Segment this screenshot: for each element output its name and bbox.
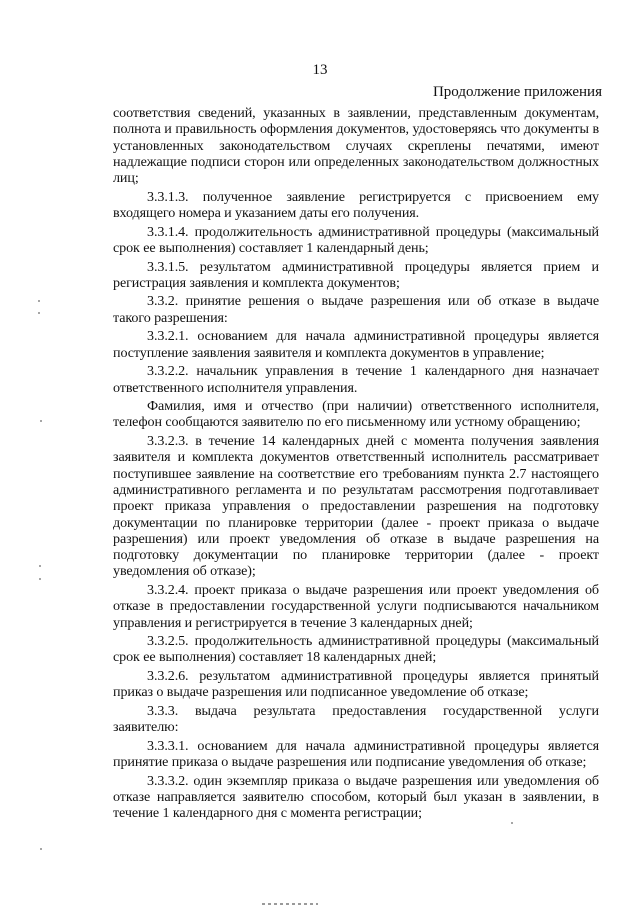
paragraph: 3.3.1.4. продолжительность административной процедуры (максимальный срок ее выполнения) составляет 1 календарный день;: [113, 223, 599, 256]
paragraph: 3.3.3.2. один экземпляр приказа о выдаче разрешения или уведомления об отказе направляется заявителю способом, который был указан в заявлении, в течение 1 календарного дня с момента регистрации;: [113, 772, 599, 822]
paragraph: 3.3.2.5. продолжительность административной процедуры (максимальный срок ее выполнения) составляет 18 календарных дней;: [113, 633, 599, 666]
scan-speck: [40, 848, 42, 850]
scan-speck: [40, 420, 42, 422]
continuation-header: Продолжение приложения: [432, 84, 602, 100]
paragraph: 3.3.2. принятие решения о выдаче разрешения или об отказе в выдаче такого разрешения:: [113, 293, 599, 326]
paragraph: 3.3.1.3. полученное заявление регистрируется с присвоением ему входящего номера и указанием даты его получения.: [113, 188, 599, 222]
paragraph: 3.3.2.3. в течение 14 календарных дней с момента получения заявления заявителя и комплекта документов ответственный исполнитель рассматривает поступившее заявление на соответствие его требованиям пункта 2.7 настоящего административного регламента и по результатам рассмотрения подготавливает проект приказа управления о предоставлении разрешения на подготовку документации по планировке территории (далее - проект приказа о выдаче разрешения) или проект уведомления об отказе в выдаче разрешения на подготовку документации по планировке территории (далее - проект уведомления об отказе);: [113, 433, 599, 580]
paragraph: Фамилия, имя и отчество (при наличии) ответственного исполнителя, телефон сообщаются заявителю по его письменному или устному обращению;: [113, 398, 599, 431]
paragraph: 3.3.2.1. основанием для начала административной процедуры является поступление заявления заявителя и комплекта документов в управление;: [113, 328, 599, 361]
scan-speck: [39, 565, 41, 567]
paragraph: 3.3.3.1. основанием для начала административной процедуры является принятие приказа о выдаче разрешения или подписание уведомления об отказе;: [113, 737, 599, 771]
scan-speck: [38, 300, 40, 302]
page-number: 13: [312, 62, 328, 78]
scan-speck: [511, 822, 513, 824]
paragraph: 3.3.1.5. результатом административной процедуры является прием и регистрация заявления и комплекта документов;: [113, 258, 599, 291]
body-text: [113, 105, 599, 822]
paragraph: 3.3.2.2. начальник управления в течение 1 календарного дня назначает ответственного исполнителя управления.: [113, 363, 599, 396]
paragraph: 3.3.2.4. проект приказа о выдаче разрешения или проект уведомления об отказе в предоставлении государственной услуги подписываются начальником управления и регистрируется в течение 3 календарных дней;: [113, 581, 599, 631]
paragraph: соответствия сведений, указанных в заявлении, представленным документам, полнота и правильность оформления документов, удостоверяясь что документы в установленных законодательством случаях скреплены печатями, имеют надлежащие подписи сторон или определенных законодательством должностных лиц;: [113, 105, 599, 187]
paragraph: 3.3.3. выдача результата предоставления государственной услуги заявителю:: [113, 702, 599, 736]
paragraph: 3.3.2.6. результатом административной процедуры является принятый приказ о выдаче разрешения или подписанное уведомление об отказе;: [113, 668, 599, 701]
scan-speck: [39, 578, 41, 580]
scan-speck: [38, 312, 40, 314]
